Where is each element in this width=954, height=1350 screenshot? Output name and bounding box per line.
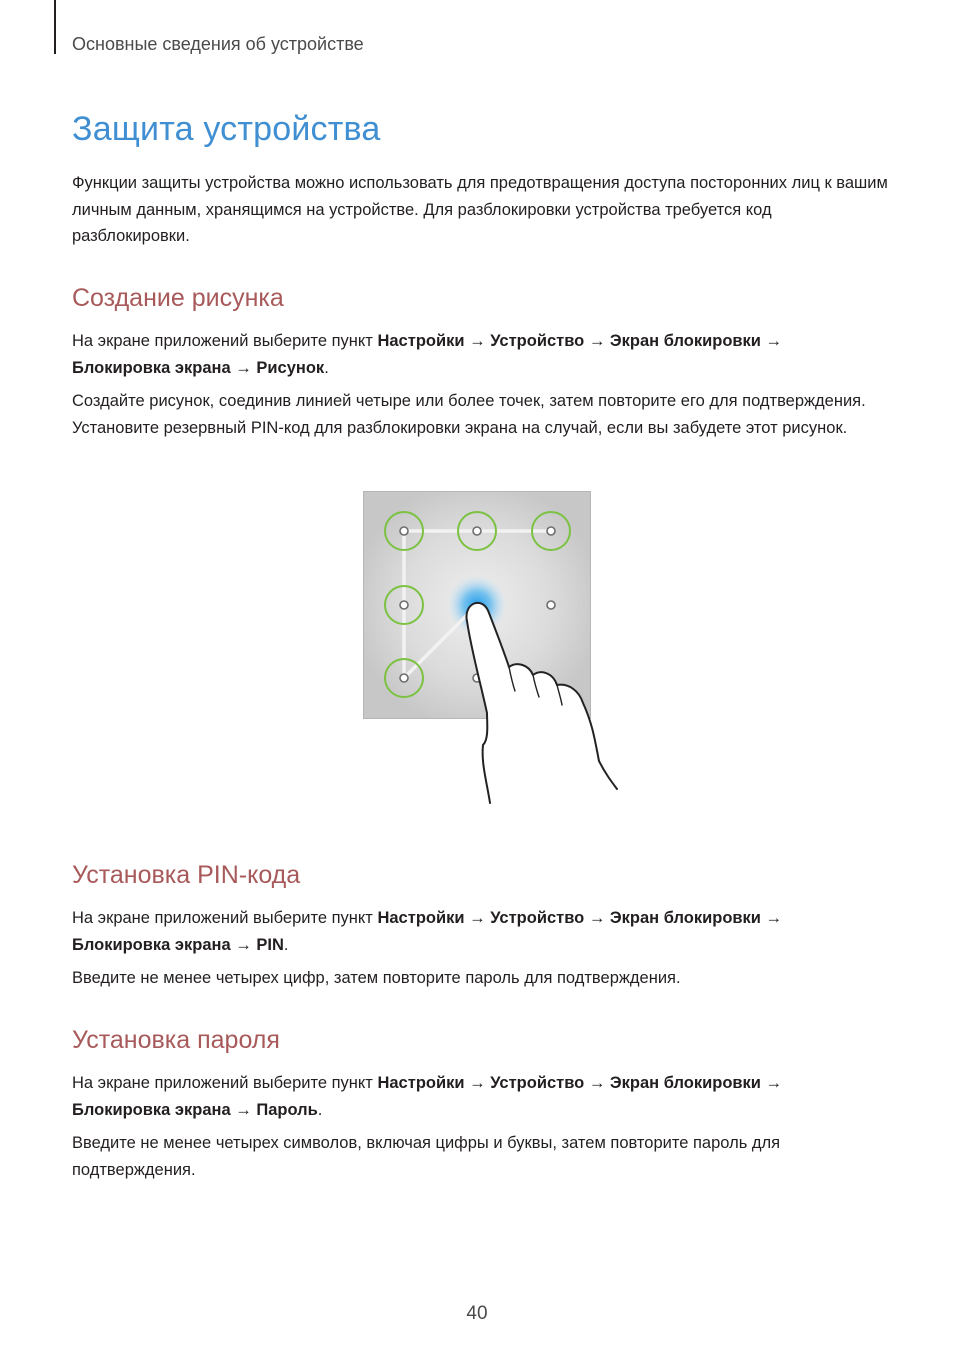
page-title: Защита устройства xyxy=(72,110,381,148)
menu-path-step: Настройки xyxy=(377,332,465,350)
menu-path-lead: На экране приложений выберите пункт xyxy=(72,332,373,350)
section-heading-pattern: Создание рисунка xyxy=(72,284,284,312)
menu-path-step: Настройки xyxy=(377,1074,465,1092)
menu-path-pin: На экране приложений выберите пункт Настройки → Устройство → Экран блокировки → Блокировка экрана → PIN. xyxy=(72,909,783,954)
menu-path-step: Устройство xyxy=(490,1074,585,1092)
pattern-dot xyxy=(400,601,408,609)
pattern-dot xyxy=(400,674,408,682)
section-description-pattern: Создайте рисунок, соединив линией четыре или более точек, затем повторите его для подтверждения. Установите резервный PIN-код для разблокировки экрана на случай, если вы забудете этот рисунок. xyxy=(72,392,866,437)
menu-path-step: Настройки xyxy=(377,909,465,927)
section-heading-pin: Установка PIN-кода xyxy=(72,861,301,889)
pattern-dot xyxy=(473,527,481,535)
menu-path-step: Блокировка экрана xyxy=(72,1100,231,1119)
pattern-dot xyxy=(547,601,555,609)
page-number: 40 xyxy=(466,1303,488,1324)
menu-path-step: Устройство xyxy=(490,332,585,350)
pattern-dot xyxy=(400,527,408,535)
menu-path-step: Экран блокировки xyxy=(609,909,761,927)
intro-paragraph: Функции защиты устройства можно использовать для предотвращения доступа посторонних лиц к вашим личным данным, хранящимся на устройстве. Для разблокировки устройства требуется код разблокировки. xyxy=(72,174,888,245)
menu-path-step: Экран блокировки xyxy=(609,1074,761,1092)
menu-path-lead: На экране приложений выберите пункт xyxy=(72,1074,373,1092)
menu-path-password: На экране приложений выберите пункт Настройки → Устройство → Экран блокировки → Блокировка экрана → Пароль. xyxy=(72,1074,783,1119)
menu-path-lead: На экране приложений выберите пункт xyxy=(72,909,373,927)
menu-path-step: Блокировка экрана xyxy=(72,935,231,954)
menu-path-step: Устройство xyxy=(490,909,585,927)
header-side-rule xyxy=(54,0,56,54)
menu-path-step: Рисунок xyxy=(256,358,325,377)
menu-path-step: Блокировка экрана xyxy=(72,358,231,377)
section-description-password: Введите не менее четырех символов, включая цифры и буквы, затем повторите пароль для подтверждения. xyxy=(72,1134,781,1179)
menu-path-pattern: На экране приложений выберите пункт Настройки → Устройство → Экран блокировки → Блокировка экрана → Рисунок. xyxy=(72,332,783,377)
pattern-dot xyxy=(547,527,555,535)
menu-path-step: Экран блокировки xyxy=(609,332,761,350)
running-header: Основные сведения об устройстве xyxy=(72,34,364,54)
menu-path-step: PIN xyxy=(256,935,284,954)
pattern-lock-illustration xyxy=(363,491,623,811)
section-heading-password: Установка пароля xyxy=(72,1026,280,1054)
menu-path-step: Пароль xyxy=(256,1100,318,1119)
section-description-pin: Введите не менее четырех цифр, затем повторите пароль для подтверждения. xyxy=(72,969,681,987)
